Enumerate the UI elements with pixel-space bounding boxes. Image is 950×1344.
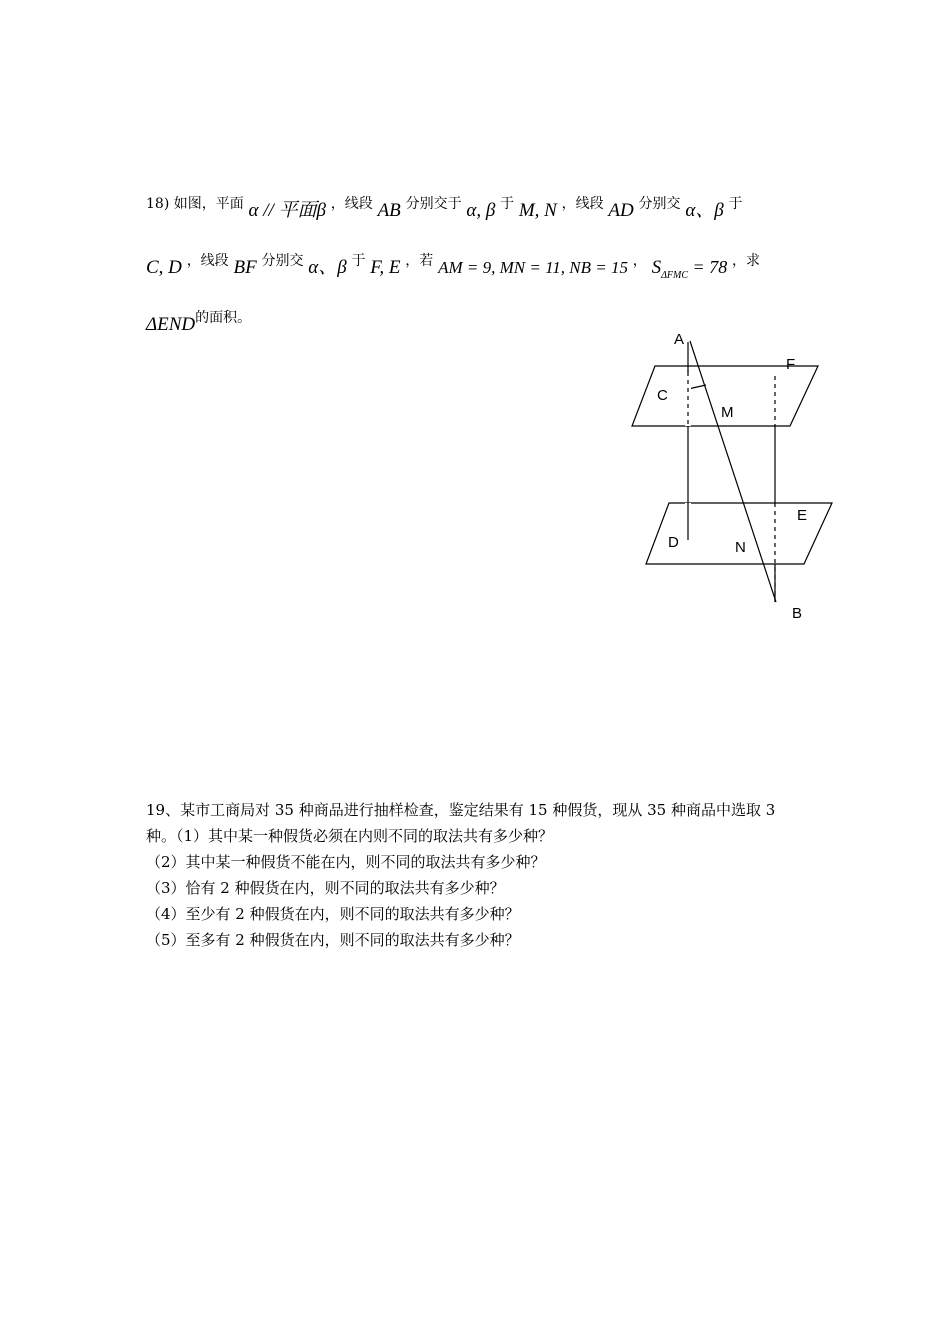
q18-math: α、β: [685, 200, 724, 221]
q18-math: α、β: [308, 257, 347, 278]
q18-math: AM = 9, MN = 11, NB = 15: [438, 258, 628, 277]
q18-text: ，求: [731, 253, 760, 269]
q18-math: F, E: [370, 257, 401, 278]
q18-text: ，若: [405, 253, 434, 269]
q18-math: α // 平面β: [248, 200, 327, 221]
q19-line: （2）其中某一种假货不能在内，则不同的取法共有多少种？: [146, 853, 546, 871]
q18-text: 18) 如图，平面: [146, 196, 244, 212]
q18-math: ΔEND: [146, 314, 196, 335]
q18-text: ，线段: [330, 196, 373, 212]
q19-line: （5）至多有 2 种假货在内，则不同的取法共有多少种？: [146, 931, 520, 949]
q18-text: ，线段: [186, 253, 229, 269]
q18-text: ，: [632, 253, 647, 269]
q19-line: （3）恰有 2 种假货在内，则不同的取法共有多少种？: [146, 879, 505, 897]
q19-line: 种。（1）其中某一种假货必须在内则不同的取法共有多少种？: [146, 827, 554, 845]
label-d: D: [668, 534, 679, 551]
q18-math: α, β: [466, 200, 496, 221]
q18-text: 于: [351, 253, 366, 269]
q18-text: 分别交于: [405, 196, 462, 212]
segment-ab: [690, 341, 776, 602]
q18-text: ，线段: [561, 196, 604, 212]
geometry-figure: [625, 325, 840, 625]
label-m: M: [721, 404, 734, 421]
q18-text: 于: [728, 196, 743, 212]
q18-math: C, D: [146, 257, 182, 278]
q18-math: [651, 257, 728, 281]
q18-text: 分别交: [261, 253, 304, 269]
q18-line-2: [146, 233, 808, 290]
q19-line: 19、某市工商局对 35 种商品进行抽样检查，鉴定结果有 15 种假货，现从 35 种商品中选取 3: [146, 801, 776, 819]
area-symbol: S: [651, 257, 662, 278]
label-n: N: [735, 539, 746, 556]
area-value: = 78: [688, 257, 728, 277]
label-a: A: [674, 331, 685, 348]
label-f: F: [786, 356, 796, 373]
q18-math: M, N: [518, 200, 557, 221]
question-19: [146, 797, 816, 953]
q18-text: 的面积。: [195, 310, 252, 326]
label-e: E: [797, 507, 808, 524]
q18-text: 分别交: [638, 196, 681, 212]
q18-math: AD: [608, 200, 634, 221]
label-c: C: [657, 387, 668, 404]
label-b: B: [792, 605, 803, 622]
q18-math: AB: [377, 200, 401, 221]
question-18: [146, 176, 808, 347]
q18-math: BF: [233, 257, 257, 278]
q19-line: （4）至少有 2 种假货在内，则不同的取法共有多少种？: [146, 905, 520, 923]
q18-text: 于: [500, 196, 515, 212]
area-subscript: ΔFMC: [661, 269, 689, 281]
q18-line-1: [146, 176, 808, 233]
